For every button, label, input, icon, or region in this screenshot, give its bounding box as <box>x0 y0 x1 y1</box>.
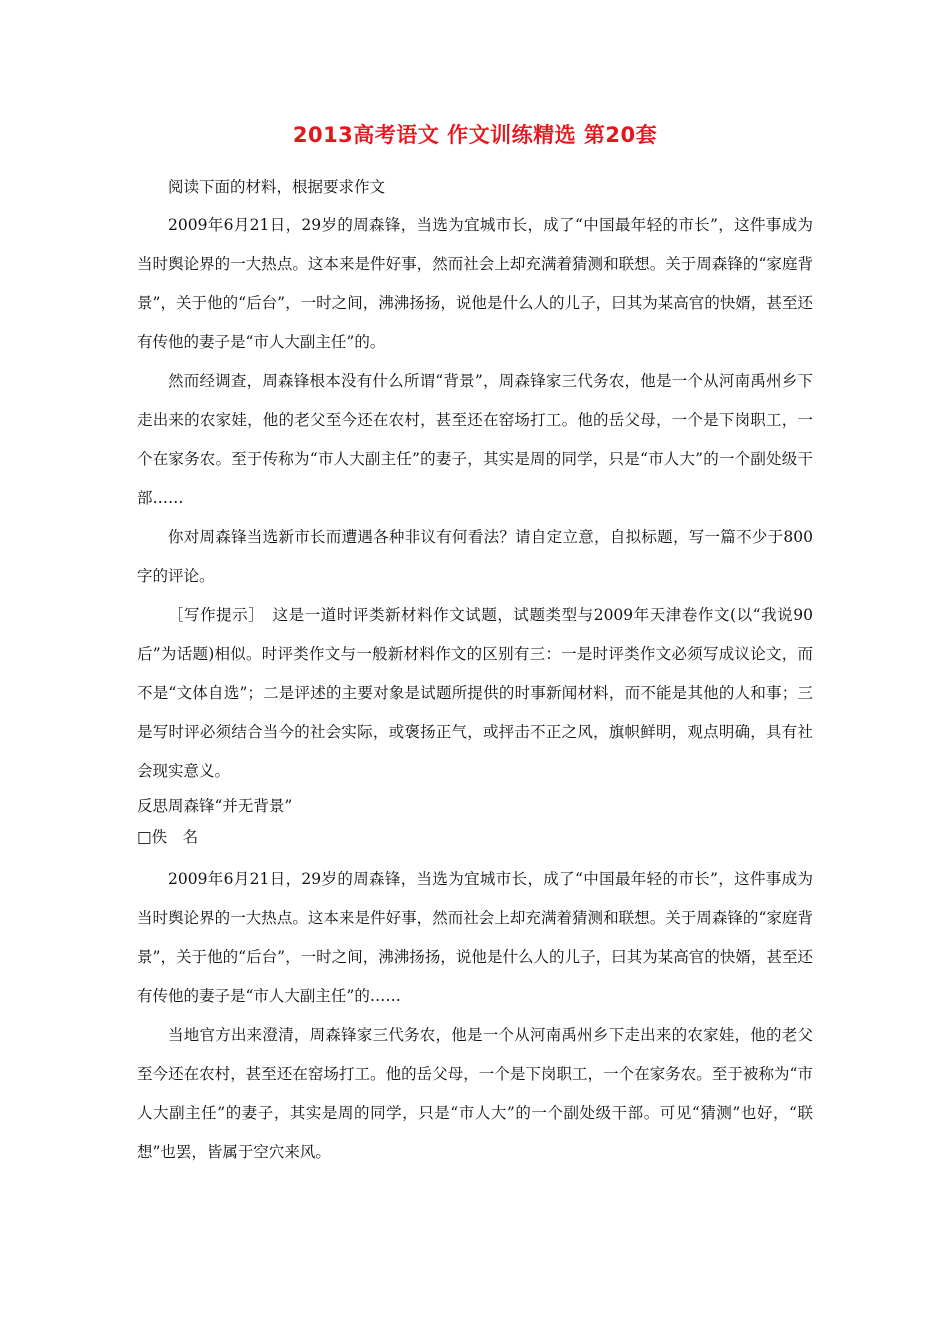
document-body <box>137 120 813 1172</box>
essay-paragraph-2: 当地官方出来澄清，周森锋家三代务农，他是一个从河南禹州乡下走出来的农家娃，他的老父至今还在农村，甚至还在窑场打工。他的岳父母，一个是下岗职工，一个在家务农。至于被称为“市人大副主任”的妻子，其实是周的同学，只是“市人大”的一个副处级干部。可见“猜测”也好，“联想”也罢，皆属于空穴来风。 <box>137 1026 813 1161</box>
document-title: 2013高考语文 作文训练精选 第20套 <box>292 123 658 147</box>
prompt-instruction: 阅读下面的材料，根据要求作文 <box>168 178 386 196</box>
material-paragraph-2: 然而经调查，周森锋根本没有什么所谓“背景”，周森锋家三代务农，他是一个从河南禹州乡下走出来的农家娃，他的老父至今还在农村，甚至还在窑场打工。他的岳父母，一个是下岗职工，一个在家务农。至于传称为“市人大副主任”的妻子，其实是周的同学，只是“市人大”的一个副处级干部…… <box>137 372 813 507</box>
essay-title: 反思周森锋“并无背景” <box>137 797 293 815</box>
writing-task: 你对周森锋当选新市长而遭遇各种非议有何看法？请自定立意，自拟标题，写一篇不少于800字的评论。 <box>137 528 813 585</box>
writing-tips: ［写作提示］ 这是一道时评类新材料作文试题，试题类型与2009年天津卷作文(以“我说90后”为话题)相似。时评类作文与一般新材料作文的区别有三：一是时评类作文必须写成议论文，而不是“文体自选”；二是评述的主要对象是试题所提供的时事新闻材料，而不能是其他的人和事；三是写时评必须结合当今的社会实际，或褒扬正气，或抨击不正之风，旗帜鲜明，观点明确，具有社会现实意义。 <box>137 606 813 780</box>
essay-byline: □佚 名 <box>137 828 199 846</box>
material-paragraph-1: 2009年6月21日，29岁的周森锋，当选为宜城市长，成了“中国最年轻的市长”，这件事成为当时舆论界的一大热点。这本来是件好事，然而社会上却充满着猜测和联想。关于周森锋的“家庭背景”，关于他的“后台”，一时之间，沸沸扬扬，说他是什么人的儿子，曰其为某高官的快婿，甚至还有传他的妻子是“市人大副主任”的。 <box>137 216 813 351</box>
essay-paragraph-1: 2009年6月21日，29岁的周森锋，当选为宜城市长，成了“中国最年轻的市长”，这件事成为当时舆论界的一大热点。这本来是件好事，然而社会上却充满着猜测和联想。关于周森锋的“家庭背景”，关于他的“后台”，一时之间，沸沸扬扬，说他是什么人的儿子，曰其为某高官的快婿，甚至还有传他的妻子是“市人大副主任”的…… <box>137 870 813 1005</box>
